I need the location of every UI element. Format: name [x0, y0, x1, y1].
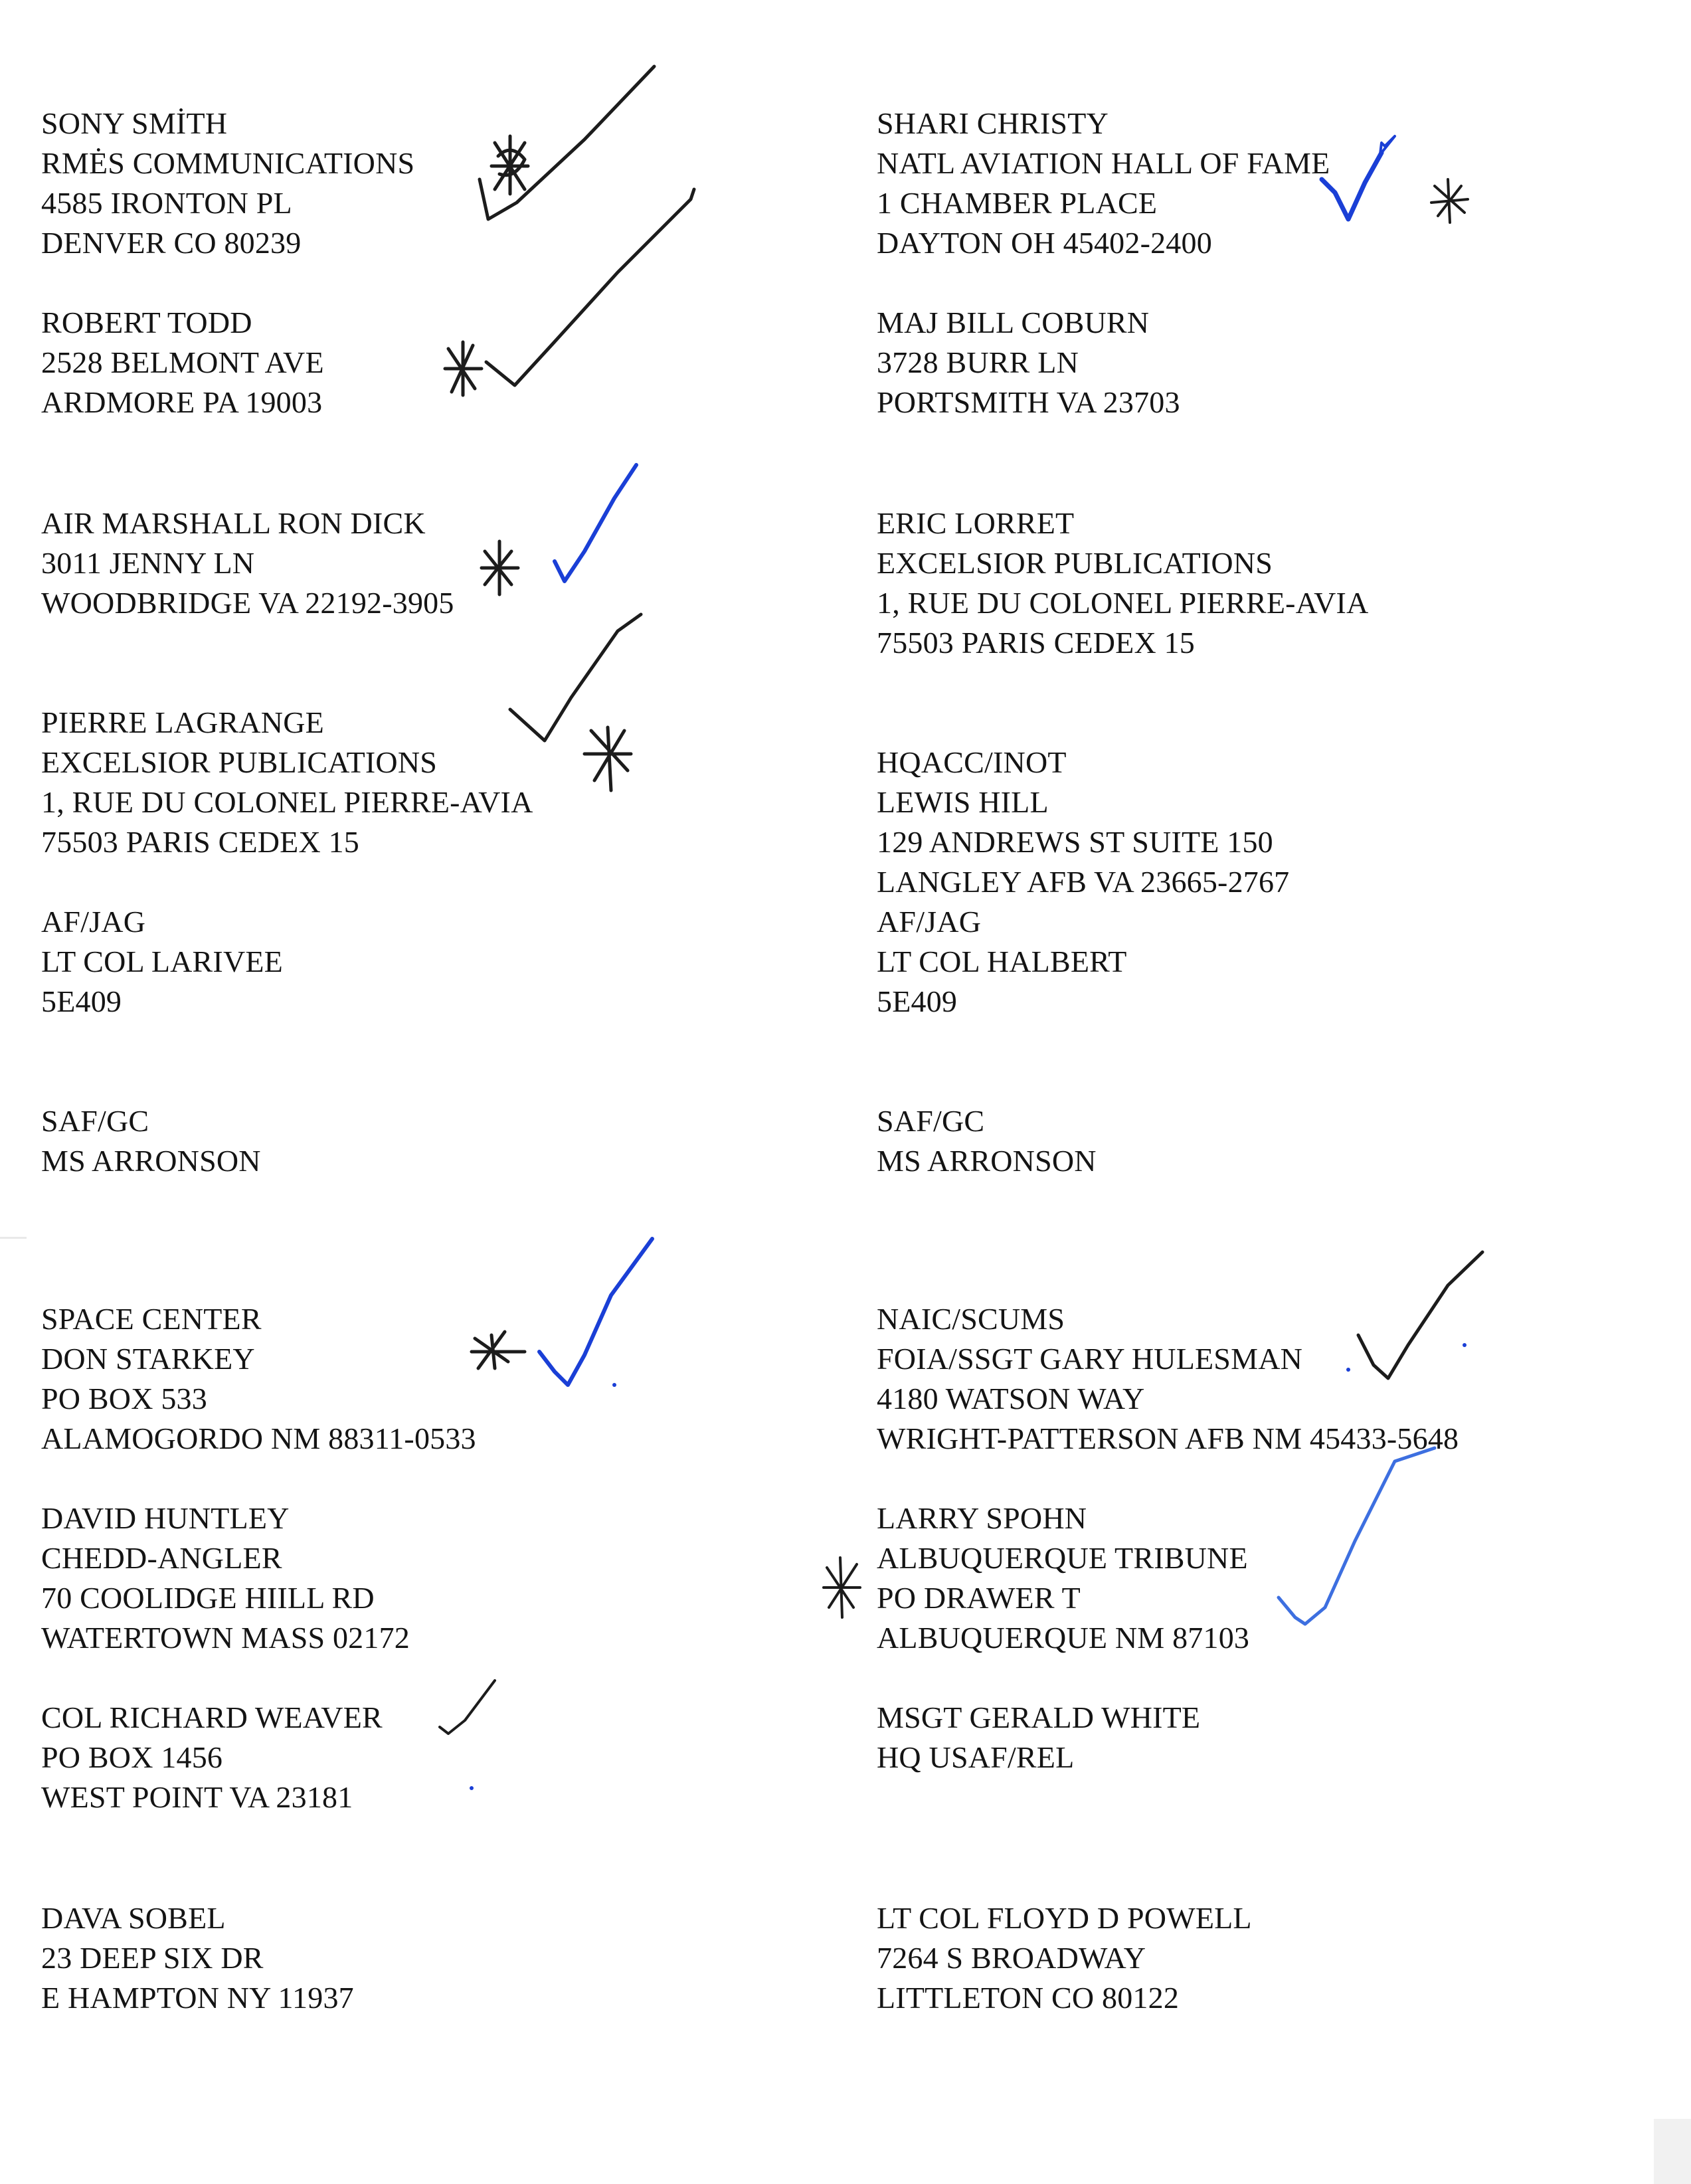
address-line: AF/JAG: [41, 905, 146, 939]
address-line: AIR MARSHALL RON DICK: [41, 506, 426, 540]
address-block-richard-weaver: [41, 1698, 383, 1817]
address-line: AF/JAG: [877, 905, 982, 939]
address-line: SPACE CENTER: [41, 1302, 262, 1336]
check-mark: [486, 189, 694, 385]
address-line: SHARI CHRISTY: [877, 106, 1109, 140]
address-line: LT COL HALBERT: [877, 945, 1127, 978]
address-line: 23 DEEP SIX DR: [41, 1941, 264, 1975]
asterisk-mark: [1431, 179, 1468, 223]
address-line: WATERTOWN MASS 02172: [41, 1621, 410, 1655]
address-line: 129 ANDREWS ST SUITE 150: [877, 825, 1273, 859]
address-line: FOIA/SSGT GARY HULESMAN: [877, 1342, 1303, 1376]
check-mark-tail: [1380, 136, 1395, 154]
address-line: 1, RUE DU COLONEL PIERRE-AVIA: [41, 785, 533, 819]
address-line: 75503 PARIS CEDEX 15: [877, 626, 1195, 660]
address-line: ALAMOGORDO NM 88311-0533: [41, 1421, 476, 1455]
address-line: PO DRAWER T: [877, 1581, 1081, 1615]
scan-smudge: [0, 1237, 27, 1239]
address-block-bill-coburn: [877, 303, 1180, 422]
address-line: ARDMORE PA 19003: [41, 385, 323, 419]
address-line: DAYTON OH 45402-2400: [877, 226, 1212, 260]
address-line: LANGLEY AFB VA 23665-2767: [877, 865, 1290, 899]
address-line: PORTSMITH VA 23703: [877, 385, 1180, 419]
address-line: EXCELSIOR PUBLICATIONS: [41, 745, 438, 779]
address-block-ron-dick: [41, 503, 454, 623]
address-line: E HAMPTON NY 11937: [41, 1981, 354, 2015]
address-line: 7264 S BROADWAY: [877, 1941, 1146, 1975]
asterisk-mark: [491, 136, 528, 194]
asterisk-mark: [472, 1332, 525, 1368]
address-line: 5E409: [877, 984, 958, 1018]
scan-edge-smudge: [1654, 2119, 1691, 2184]
address-block-david-huntley: [41, 1499, 410, 1658]
address-line: MSGT GERALD WHITE: [877, 1700, 1201, 1734]
address-line: LT COL FLOYD D POWELL: [877, 1901, 1252, 1935]
asterisk-mark: [584, 727, 631, 790]
address-line: ERIC LORRET: [877, 506, 1075, 540]
address-line: WRIGHT-PATTERSON AFB NM 45433-5648: [877, 1421, 1459, 1455]
check-mark: [539, 1239, 652, 1385]
asterisk-mark: [824, 1558, 860, 1617]
address-line: MAJ BILL COBURN: [877, 306, 1150, 339]
address-line: PO BOX 533: [41, 1382, 207, 1415]
address-line: HQACC/INOT: [877, 745, 1067, 779]
address-line: 2528 BELMONT AVE: [41, 345, 324, 379]
address-block-gerald-white: [877, 1698, 1200, 1777]
asterisk-mark: [445, 342, 482, 395]
address-line: LITTLETON CO 80122: [877, 1981, 1180, 2015]
address-block-eric-lorret: [877, 503, 1369, 663]
address-line: 1 CHAMBER PLACE: [877, 186, 1158, 220]
address-block-space-center: [41, 1299, 476, 1459]
address-line: 4180 WATSON WAY: [877, 1382, 1145, 1415]
address-line: 4585 IRONTON PL: [41, 186, 292, 220]
address-line: 1, RUE DU COLONEL PIERRE-AVIA: [877, 586, 1369, 620]
address-line: NAIC/SCUMS: [877, 1302, 1065, 1336]
address-line: SAF/GC: [41, 1104, 149, 1138]
address-block-hqacc-inot: [877, 743, 1289, 1022]
address-block-naic-scums: [877, 1299, 1459, 1459]
address-line: NATL AVIATION HALL OF FAME: [877, 146, 1330, 180]
address-block-saf-gc-right: [877, 1101, 1097, 1181]
asterisk-mark: [482, 541, 518, 594]
address-line: LEWIS HILL: [877, 785, 1049, 819]
address-line: DENVER CO 80239: [41, 226, 302, 260]
address-block-af-jag-larivee: [41, 902, 283, 1022]
address-line: 3011 JENNY LN: [41, 546, 255, 580]
address-block-larry-spohn: [877, 1499, 1249, 1658]
address-line: HQ USAF/REL: [877, 1740, 1075, 1774]
address-line: DAVA SOBEL: [41, 1901, 226, 1935]
address-line: WEST POINT VA 23181: [41, 1780, 353, 1814]
address-block-robert-todd: [41, 303, 324, 422]
address-line: 70 COOLIDGE HIILL RD: [41, 1581, 375, 1615]
check-mark: [555, 465, 636, 581]
address-line: 75503 PARIS CEDEX 15: [41, 825, 359, 859]
address-line: ALBUQUERQUE NM 87103: [877, 1621, 1250, 1655]
check-mark: [1322, 153, 1381, 219]
address-block-sony-smith: [41, 104, 414, 263]
address-line: PO BOX 1456: [41, 1740, 223, 1774]
address-block-floyd-powell: [877, 1898, 1252, 2018]
ink-dot: [470, 1786, 474, 1790]
address-line: COL RICHARD WEAVER: [41, 1700, 383, 1734]
check-mark: [480, 66, 654, 219]
address-line: WOODBRIDGE VA 22192-3905: [41, 586, 454, 620]
check-mark: [1279, 1448, 1435, 1624]
address-line: SONY SMİTH: [41, 106, 228, 140]
address-line: 3728 BURR LN: [877, 345, 1079, 379]
check-mark: [440, 1681, 495, 1734]
address-block-dava-sobel: [41, 1898, 354, 2018]
address-line: ALBUQUERQUE TRIBUNE: [877, 1541, 1248, 1575]
address-line: PIERRE LAGRANGE: [41, 705, 324, 739]
address-line: CHEDD-ANGLER: [41, 1541, 282, 1575]
address-line: DON STARKEY: [41, 1342, 255, 1376]
address-line: LARRY SPOHN: [877, 1501, 1087, 1535]
ink-dot: [612, 1383, 616, 1387]
address-line: MS ARRONSON: [41, 1144, 261, 1178]
address-line: SAF/GC: [877, 1104, 985, 1138]
ink-dot: [1463, 1343, 1467, 1347]
address-block-shari-christy: [877, 104, 1330, 263]
address-line: MS ARRONSON: [877, 1144, 1097, 1178]
address-line: RMĖS COMMUNICATIONS: [41, 146, 415, 180]
address-line: ROBERT TODD: [41, 306, 252, 339]
address-line: LT COL LARIVEE: [41, 945, 283, 978]
address-line: EXCELSIOR PUBLICATIONS: [877, 546, 1273, 580]
address-block-pierre-lagrange: [41, 703, 533, 862]
address-line: 5E409: [41, 984, 122, 1018]
address-block-saf-gc-left: [41, 1101, 261, 1181]
address-line: DAVID HUNTLEY: [41, 1501, 290, 1535]
